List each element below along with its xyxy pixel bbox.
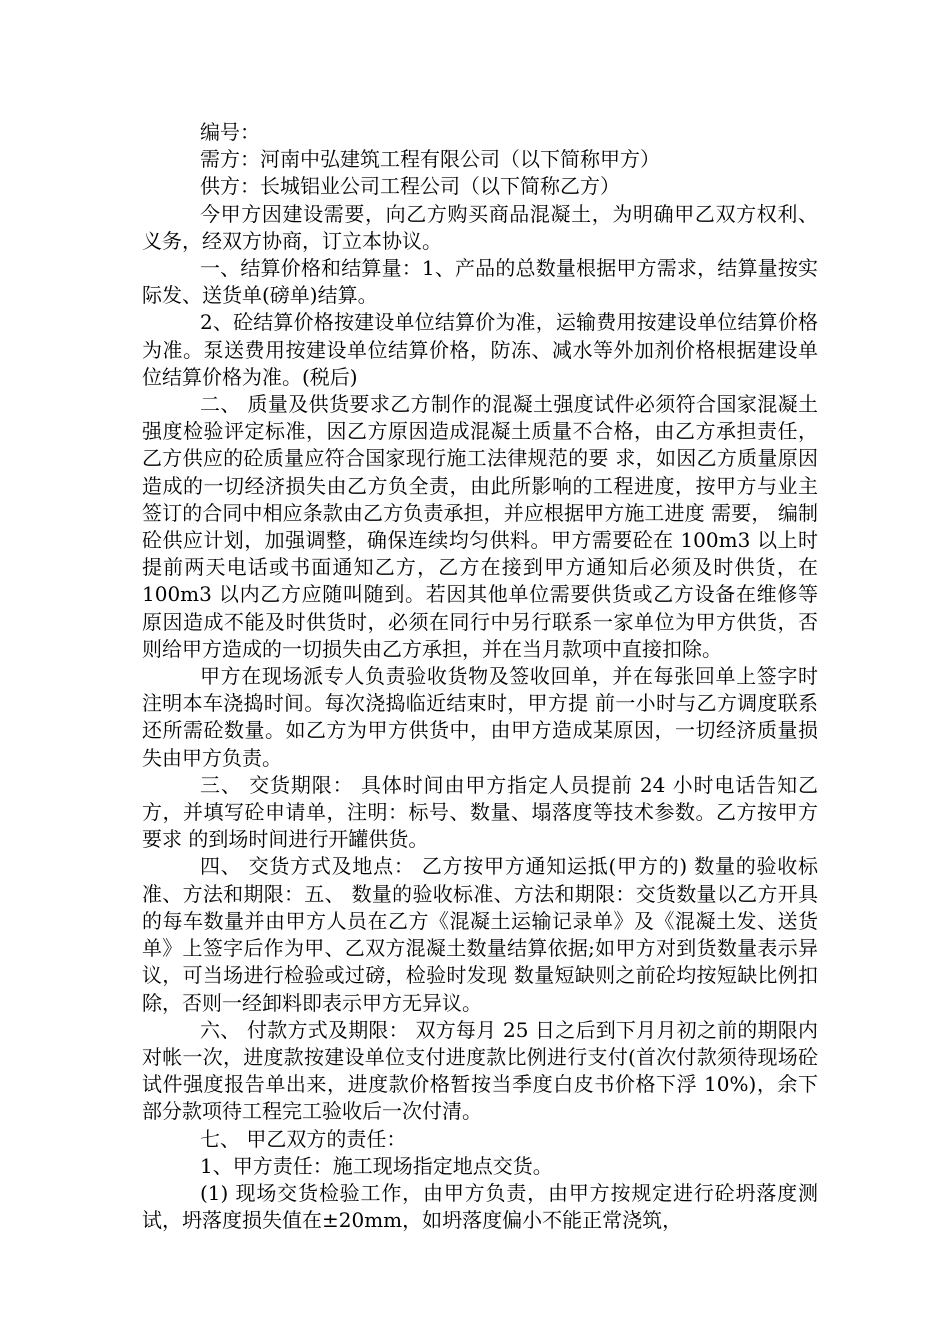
paragraph-party-a-duty: 1、甲方责任：施工现场指定地点交货。 [200, 1153, 553, 1178]
buyer-line: 需方：河南中弘建筑工程有限公司（以下简称甲方） [200, 147, 660, 172]
paragraph-section-3: 三、 交货期限： 具体时间由甲方指定人员提前 24 小时电话告知乙方，并填写砼申请单，注明：标号、数量、塌落度等技术参数。乙方按甲方要求 的到场时间进行开罐供货。 [142, 772, 818, 852]
paragraph-section-4: 四、 交货方式及地点： 乙方按甲方通知运抵(甲方的) 数量的验收标准、方法和期限：五、 数量的验收标准、方法和期限：交货数量以乙方开具的每车数量并由甲方人员在乙方《混凝土运输记录单》及《混凝土发、送货单》上签字后作为甲、乙双方混凝土数量结算依据;如甲方对到货数量表示异议，可当场进行检验或过磅，检验时发现 数量短缺则之前砼均按短缺比例扣除，否则一经卸料即表示甲方无异议。 [142, 854, 818, 1015]
paragraph-section-1-item-2: 2、砼结算价格按建设单位结算价为准，运输费用按建设单位结算价格为准。泵送费用按建设单位结算价格，防冻、减水等外加剂价格根据建设单位结算价格为准。(税后) [142, 310, 818, 389]
paragraph-inspection: (1) 现场交货检验工作，由甲方负责，由甲方按规定进行砼坍落度测试，坍落度损失值在±20mm，如坍落度偏小不能正常浇筑， [142, 1180, 818, 1233]
paragraph-section-2: 二、 质量及供货要求乙方制作的混凝土强度试件必须符合国家混凝土强度检验评定标准，因乙方原因造成混凝土质量不合格，由乙方承担责任，乙方供应的砼质量应符合国家现行施工法律规范的要 求，如因乙方质量原因造成的一切经济损失由乙方负全责，由此所影响的工程进度，按甲方与业主签订的合同中相应条款由乙方负责承担，并应根据甲方施工进度 需要， 编制砼供应计划，加强调整，确保连续均匀供料。甲方需要砼在 100m3 以上时提前两天电话或书面通知乙方，乙方在接到甲方通知后必须及时供货，在100m3 以内乙方应随叫随到。若因其他单位需要供货或乙方设备在维修等原因造成不能及时供货时，必须在同行中另行联系一家单位为甲方供货，否则给甲方造成的一切损失由乙方承担，并在当月款项中直接扣除。 [142, 392, 818, 661]
paragraph-intro: 今甲方因建设需要，向乙方购买商品混凝土，为明确甲乙双方权利、义务，经双方协商，订立本协议。 [142, 201, 818, 253]
supplier-line: 供方：长城铝业公司工程公司（以下简称乙方） [200, 174, 620, 199]
paragraph-section-6: 六、 付款方式及期限： 双方每月 25 日之后到下月月初之前的期限内对帐一次，进度款按建设单位支付进度款比例进行支付(首次付款须待现场砼试件强度报告单出来，进度款价格暂按当季度白皮书价格下浮 10%)，余下部分款项待工程完工验收后一次付清。 [142, 1017, 818, 1124]
contract-number-label: 编号： [200, 120, 260, 144]
paragraph-section-1: 一、结算价格和结算量：1、产品的总数量根据甲方需求，结算量按实际发、送货单(磅单)结算。 [142, 256, 818, 308]
paragraph-section-7: 七、 甲乙双方的责任： [200, 1126, 407, 1151]
document-body [142, 119, 818, 1234]
paragraph-receipt: 甲方在现场派专人负责验收货物及签收回单，并在每张回单上签字时注明本车浇捣时间。每次浇捣临近结束时，甲方提 前一小时与乙方调度联系还所需砼数量。如乙方为甲方供货中，由甲方造成某原因，一切经济质量损失由甲方负责。 [142, 664, 818, 770]
